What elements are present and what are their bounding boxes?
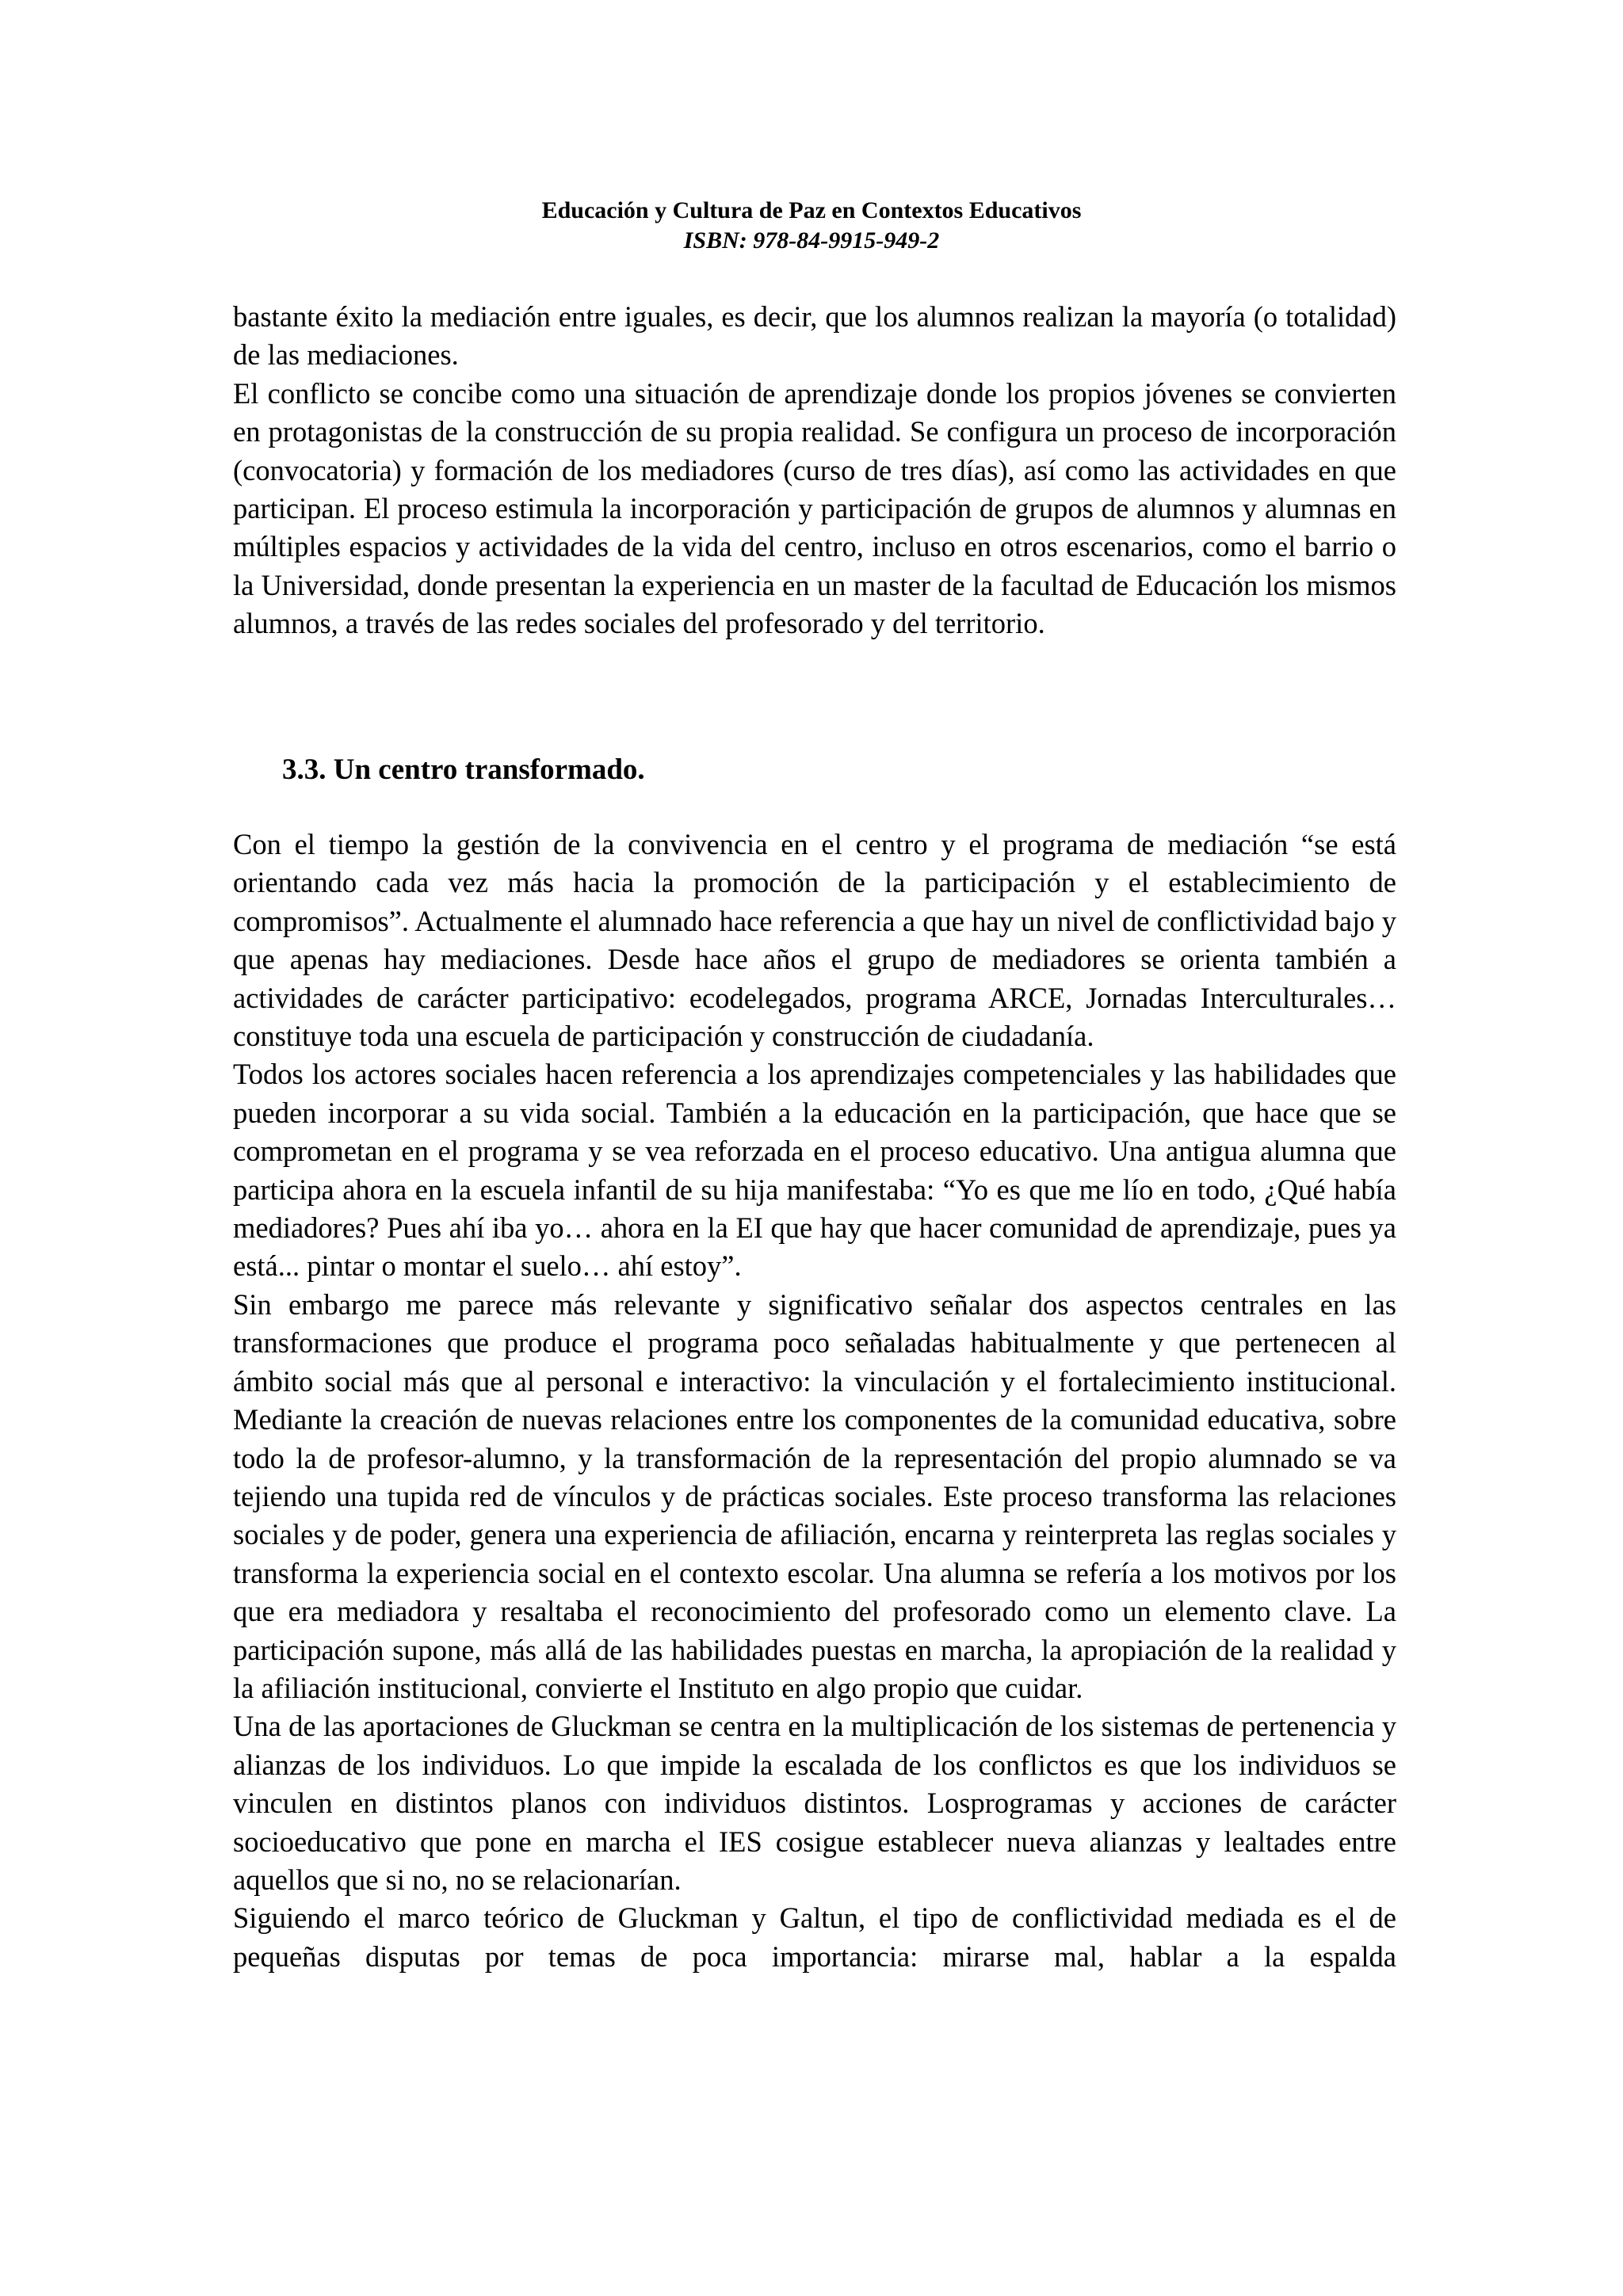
paragraph: Sin embargo me parece más relevante y significativo señalar dos aspectos centrales en las transformaciones que produce el programa poco señaladas habitualmente y que pertenecen al ámbito social más que al personal e interactivo: la vinculación y el fortalecimiento institucional. Mediante la creación de nuevas relaciones entre los componentes de la comunidad educativa, sobre todo la de profesor-alumno, y la transformación de la representación del propio alumnado se va tejiendo una tupida red de vínculos y de prácticas sociales. Este proceso transforma las relaciones sociales y de poder, genera una experiencia de afiliación, encarna y reinterpreta las reglas sociales y transforma la experiencia social en el contexto escolar. Una alumna se refería a los motivos por los que era mediadora y resaltaba el reconocimiento del profesorado como un elemento clave. La participación supone, más allá de las habilidades puestas en marcha, la apropiación de la realidad y la afiliación institucional, convierte el Instituto en algo propio que cuidar. bbox=[233, 1287, 1396, 1704]
paragraph: El conflicto se concibe como una situación de aprendizaje donde los propios jóvenes se convierten en protagonistas de la construcción de su propia realidad. Se configura un proceso de incorporación (convocatoria) y formación de los mediadores (curso de tres días), así como las actividades en que participan. El proceso estimula la incorporación y participación de grupos de alumnos y alumnas en múltiples espacios y actividades de la vida del centro, incluso en otros escenarios, como el barrio o la Universidad, donde presentan la experiencia en un master de la facultad de Educación los mismos alumnos, a través de las redes sociales del profesorado y del territorio. bbox=[233, 376, 1396, 640]
running-header-title: Educación y Cultura de Paz en Contextos Educativos bbox=[541, 197, 1082, 223]
text-block-body bbox=[233, 826, 1396, 1976]
section-heading: 3.3. Un centro transformado. bbox=[282, 753, 645, 786]
paragraph: Con el tiempo la gestión de la convivencia en el centro y el programa de mediación “se está orientando cada vez más hacia la promoción de la participación y el establecimiento de compromisos”. Actualmente el alumnado hace referencia a que hay un nivel de conflictividad bajo y que apenas hay mediaciones. Desde hace años el grupo de mediadores se orienta también a actividades de carácter participativo: ecodelegados, programa ARCE, Jornadas Interculturales… constituye toda una escuela de participación y construcción de ciudadanía. bbox=[233, 828, 1396, 1053]
paragraph: Todos los actores sociales hacen referencia a los aprendizajes competenciales y las habilidades que pueden incorporar a su vida social. También a la educación en la participación, que hace que se comprometan en el programa y se vea reforzada en el proceso educativo. Una antigua alumna que participa ahora en la escuela infantil de su hija manifestaba: “Yo es que me lío en todo, ¿Qué había mediadores? Pues ahí iba yo… ahora en la EI que hay que hacer comunidad de aprendizaje, pues ya está... pintar o montar el suelo… ahí estoy”. bbox=[233, 1058, 1396, 1283]
paragraph: Una de las aportaciones de Gluckman se centra en la multiplicación de los sistemas de pertenencia y alianzas de los individuos. Lo que impide la escalada de los conflictos es que los individuos se vinculen en distintos planos con individuos distintos. Losprogramas y acciones de carácter socioeducativo que pone en marcha el IES cosigue establecer nueva alianzas y lealtades entre aquellos que si no, no se relacionarían. bbox=[233, 1710, 1396, 1896]
text-block-top bbox=[233, 298, 1396, 643]
running-header-isbn: ISBN: 978-84-9915-949-2 bbox=[683, 227, 940, 254]
paragraph: Siguiendo el marco teórico de Gluckman y Galtun, el tipo de conflictividad mediada es el de pequeñas disputas por temas de poca importancia: mirarse mal, hablar a la espalda bbox=[233, 1901, 1396, 1973]
paragraph: bastante éxito la mediación entre iguales, es decir, que los alumnos realizan la mayoría (o totalidad) de las mediaciones. bbox=[233, 300, 1396, 372]
